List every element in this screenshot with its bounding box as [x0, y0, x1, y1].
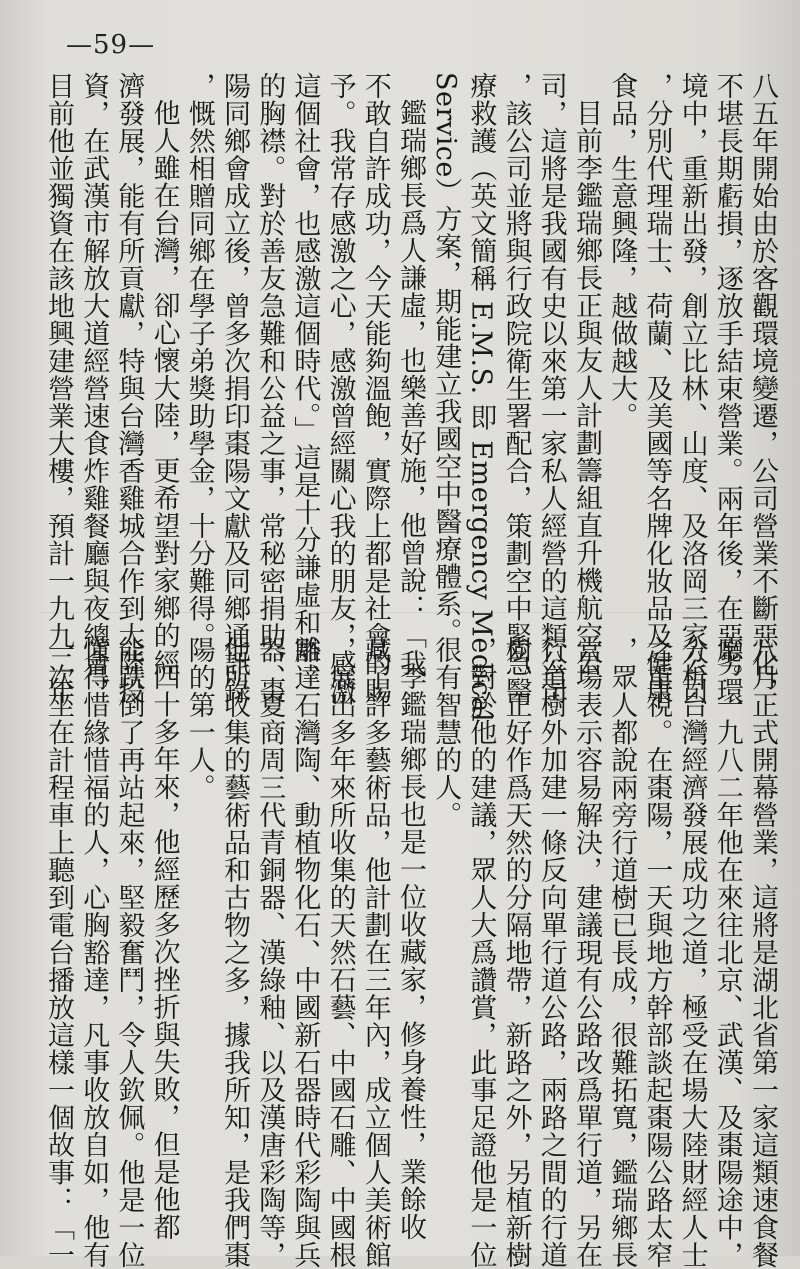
top-column-17: ，慨然相贈同鄉在學子弟獎助學金，十分難得。: [183, 72, 215, 650]
top-column-20: 資，在武漢市解放大道經營速食炸雞餐廳與夜總會，: [78, 72, 110, 705]
bottom-column-20: 懂得惜緣惜福的人，心胸豁達，凡事收放自如，他有: [78, 636, 110, 1269]
top-column-18: 他人雖在台灣，卻心懷大陸，更希望對家鄉的經: [148, 99, 180, 677]
bottom-column-2: 廳。一九八二年他在來往北京、武漢、及棗陽途中，: [711, 636, 743, 1269]
bottom-column-11: 李鑑瑞鄉長也是一位收藏家，修身養性，業餘收: [395, 663, 426, 1241]
top-column-3: 境中，重新出發，創立比林、山度、及洛岡三家公司: [676, 72, 708, 705]
bottom-column-5: ，眾人都說兩旁行道樹已長成，很難拓寬，鑑瑞鄉長: [606, 636, 638, 1269]
bottom-column-19: 能跌倒了再站起來，堅毅奮鬥，令人欽佩。他是一位: [113, 636, 145, 1269]
bottom-column-18: 四十多年來，他經歷多次挫折與失敗，但是他都: [148, 663, 180, 1241]
top-column-13: 予。我常存感激之心，感激曾經關心我的朋友，感激: [324, 72, 356, 705]
bottom-column-6: 當場表示容易解決，建議現有公路改爲單行道，另在: [571, 636, 602, 1269]
bottom-column-16: 他所收集的藝術品和古物之多，據我所知，是我們棗: [219, 636, 250, 1269]
bottom-column-21: 一次坐在計程車上聽到電台播放這樣一個故事：「一: [43, 636, 74, 1269]
top-column-19: 濟發展，能有所貢獻，特與台灣香雞城合作到大陸投: [113, 72, 145, 705]
top-column-8: ，該公司並將與行政院衛生署配合，策劃空中緊急醫: [500, 72, 532, 705]
bottom-column-8: 樹，正好作爲天然的分隔地帶，新路之外，另植新樹: [500, 636, 532, 1269]
top-column-2: 不堪長期虧損，逐放手結束營業。兩年後，在惡劣環: [711, 72, 743, 705]
top-column-1: 八五年開始由於客觀環境變遷，公司營業不斷惡化，: [747, 72, 778, 705]
top-column-4: ，分別代理瑞士、荷蘭、及美國等名牌化妝品及健康: [641, 72, 673, 705]
top-column-16: 陽同鄉會成立後，曾多次捐印棗陽文獻及同鄉通訊錄: [219, 72, 250, 705]
bottom-column-10: 很有智慧的人。: [430, 636, 462, 829]
top-column-21: 目前他並獨資在該地興建營業大樓，預計一九九二年: [43, 72, 74, 705]
top-column-6: 目前李鑑瑞鄉長正與友人計劃籌組直升機航空公: [571, 99, 602, 677]
block-divider: [40, 612, 760, 613]
top-column-7: 司，這將是我國有史以來第一家私人經營的這類公司: [535, 72, 567, 705]
top-column-5: 食品，生意興隆，越做越大。: [606, 72, 638, 430]
bottom-column-13: ，展出多年來所收集的天然石藝、中國石雕、中國根: [324, 636, 356, 1269]
bottom-column-1: 八月正式開幕營業，這將是湖北省第一家這類速食餐: [747, 636, 778, 1269]
bottom-column-7: 行道樹外加建一條反向單行道公路，兩路之間的行道: [535, 636, 567, 1269]
bottom-column-12: 藏了許多藝術品，他計劃在三年內，成立個人美術館: [359, 636, 391, 1269]
bottom-column-3: 分析台灣經濟發展成功之道，極受在場大陸財經人士: [676, 636, 708, 1269]
bottom-column-15: 器、夏商周三代青銅器、漢綠釉、以及漢唐彩陶等，: [254, 636, 286, 1269]
top-column-10: Service）方案，期能建立我國空中醫療體系。: [430, 72, 462, 646]
top-column-12: 不敢自許成功，今天能夠溫飽，實際上都是社會的賜: [359, 72, 391, 705]
page-number: —59—: [66, 30, 156, 60]
bottom-column-17: 陽的第一人。: [183, 636, 215, 801]
top-column-11: 鑑瑞鄉長爲人謙虛，也樂善好施，他曾說：「我: [395, 99, 426, 677]
bottom-column-14: 雕、石灣陶、動植物化石、中國新石器時代彩陶與兵: [289, 636, 321, 1269]
top-column-9: 療救護（英文簡稱 E.M.S. 即 Emergency Medical: [465, 72, 497, 723]
bottom-column-9: ，對於他的建議，眾人大爲讚賞，此事足證他是一位: [465, 636, 497, 1269]
bottom-column-4: 之重視。在棗陽，一天與地方幹部談起棗陽公路太窄: [641, 636, 673, 1269]
top-column-14: 這個社會，也感激這個時代。」這是十分謙虛和豁達: [289, 72, 321, 691]
top-column-15: 的胸襟。對於善友急難和公益之事，常秘密捐助，棗: [254, 72, 286, 705]
